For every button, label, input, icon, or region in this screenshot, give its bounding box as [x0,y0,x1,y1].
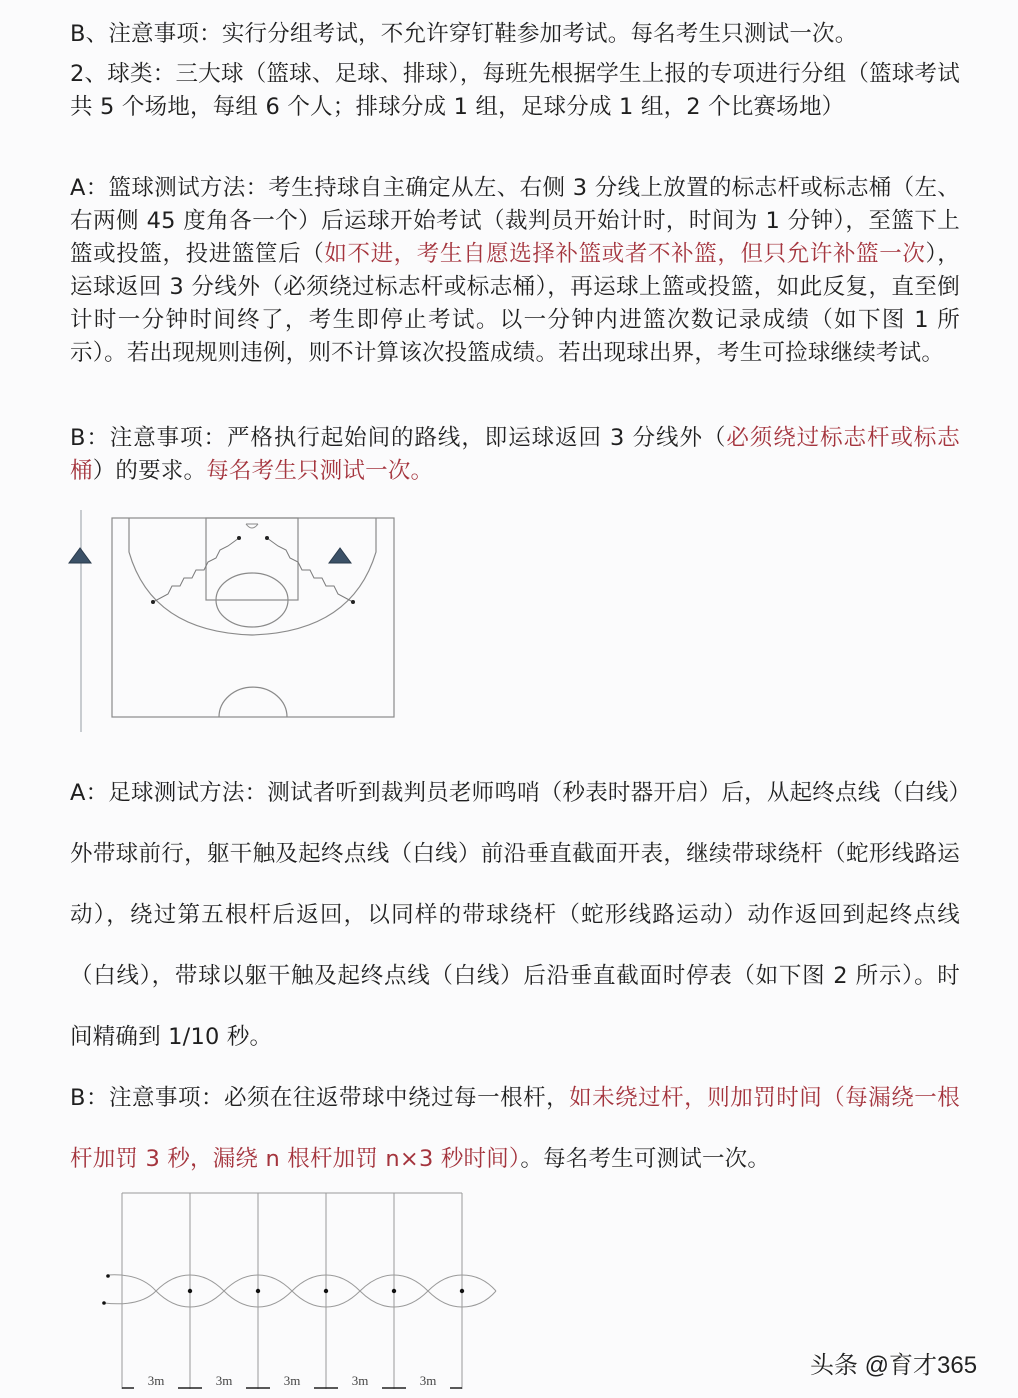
ball-games-label: 2、球类： [70,61,176,87]
football-method [70,763,960,1068]
football-notes-label: B：注意事项： [70,1085,224,1111]
ball-games-text: 三大球（篮球、足球、排球），每班先根据学生上报的专项进行分组（篮球考试共 5 个场地，每组 6 个人；排球分成 1 组，足球分成 1 组，2 个比赛场地） [70,61,960,120]
spacing-label: 3m [147,1373,165,1388]
football-notes-highlight: 如未绕过杆，则加罚时间（每漏绕一根杆加罚 3 秒，漏绕 n 根杆加罚 n×3 秒时间） [70,1085,960,1172]
basketball-notes-text-1: 严格执行起始间的路线，即运球返回 3 分线外（ [226,425,727,451]
basketball-method-highlight: 如不进，考生自愿选择补篮或者不补篮，但只允许补篮一次 [324,241,926,267]
basketball-notes-highlight-1: 必须绕过标志杆或标志桶 [70,425,960,484]
basketball-method-text-2: ），运球返回 3 分线外（必须绕过标志杆或标志桶），再运球上篮或投篮，如此反复，直至倒计时一分钟时间终了，考生即停止考试。以一分钟内进篮次数记录成绩（如下图 1 所示）。若出现规则违例，则不计算该次投篮成绩。若出现球出界，考生可捡球继续考试。 [70,241,961,366]
basketball-court-diagram [60,500,420,750]
basketball-notes-label: B：注意事项： [70,425,227,451]
football-method-label: A：足球测试方法： [70,780,268,806]
basketball-notes-highlight-2: 每名考生只测试一次。 [206,458,434,484]
football-method-text: 测试者听到裁判员老师鸣哨（秒表时器开启）后，从起终点线（白线）外带球前行，躯干触及起终点线（白线）前沿垂直截面开表，继续带球绕杆（蛇形线路运动），绕过第五根杆后返回，以同样的带球绕杆（蛇形线路运动）动作返回到起终点线（白线），带球以躯干触及起终点线（白线）后沿垂直截面时停表（如下图 2 所示）。时间精确到 1/10 秒。 [70,780,960,1050]
football-notes [70,1068,960,1190]
spacing-label: 3m [351,1373,369,1388]
football-notes-text-1: 必须在往返带球中绕过每一根杆， [224,1085,570,1111]
spacing-label: 3m [419,1373,437,1388]
note-general [70,18,960,51]
football-notes-text-2: 。每名考生可测试一次。 [520,1146,771,1172]
basketball-method-text-1: 考生持球自主确定从左、右侧 3 分线上放置的标志杆或标志桶（左、右两侧 45 度角各一个）后运球开始考试（裁判员开始计时，时间为 1 分钟），至篮下上篮或投篮，投进篮筐后（ [70,175,960,267]
ball-games-intro [70,58,960,124]
cone-icon-left [69,548,91,563]
basketball-method-label: A：篮球测试方法： [70,175,269,201]
watermark: 头条 @育才365 [810,1352,978,1379]
note-general-label: B、注意事项： [70,21,222,47]
spacing-label: 3m [283,1373,301,1388]
note-general-text: 实行分组考试，不允许穿钉鞋参加考试。每名考生只测试一次。 [221,21,858,47]
spacing-label: 3m [215,1373,233,1388]
basketball-method [70,172,960,370]
cone-icon-right [329,548,351,563]
basketball-notes [70,422,960,488]
football-slalom-diagram [90,1185,510,1398]
basketball-notes-text-2: ）的要求。 [92,458,207,484]
